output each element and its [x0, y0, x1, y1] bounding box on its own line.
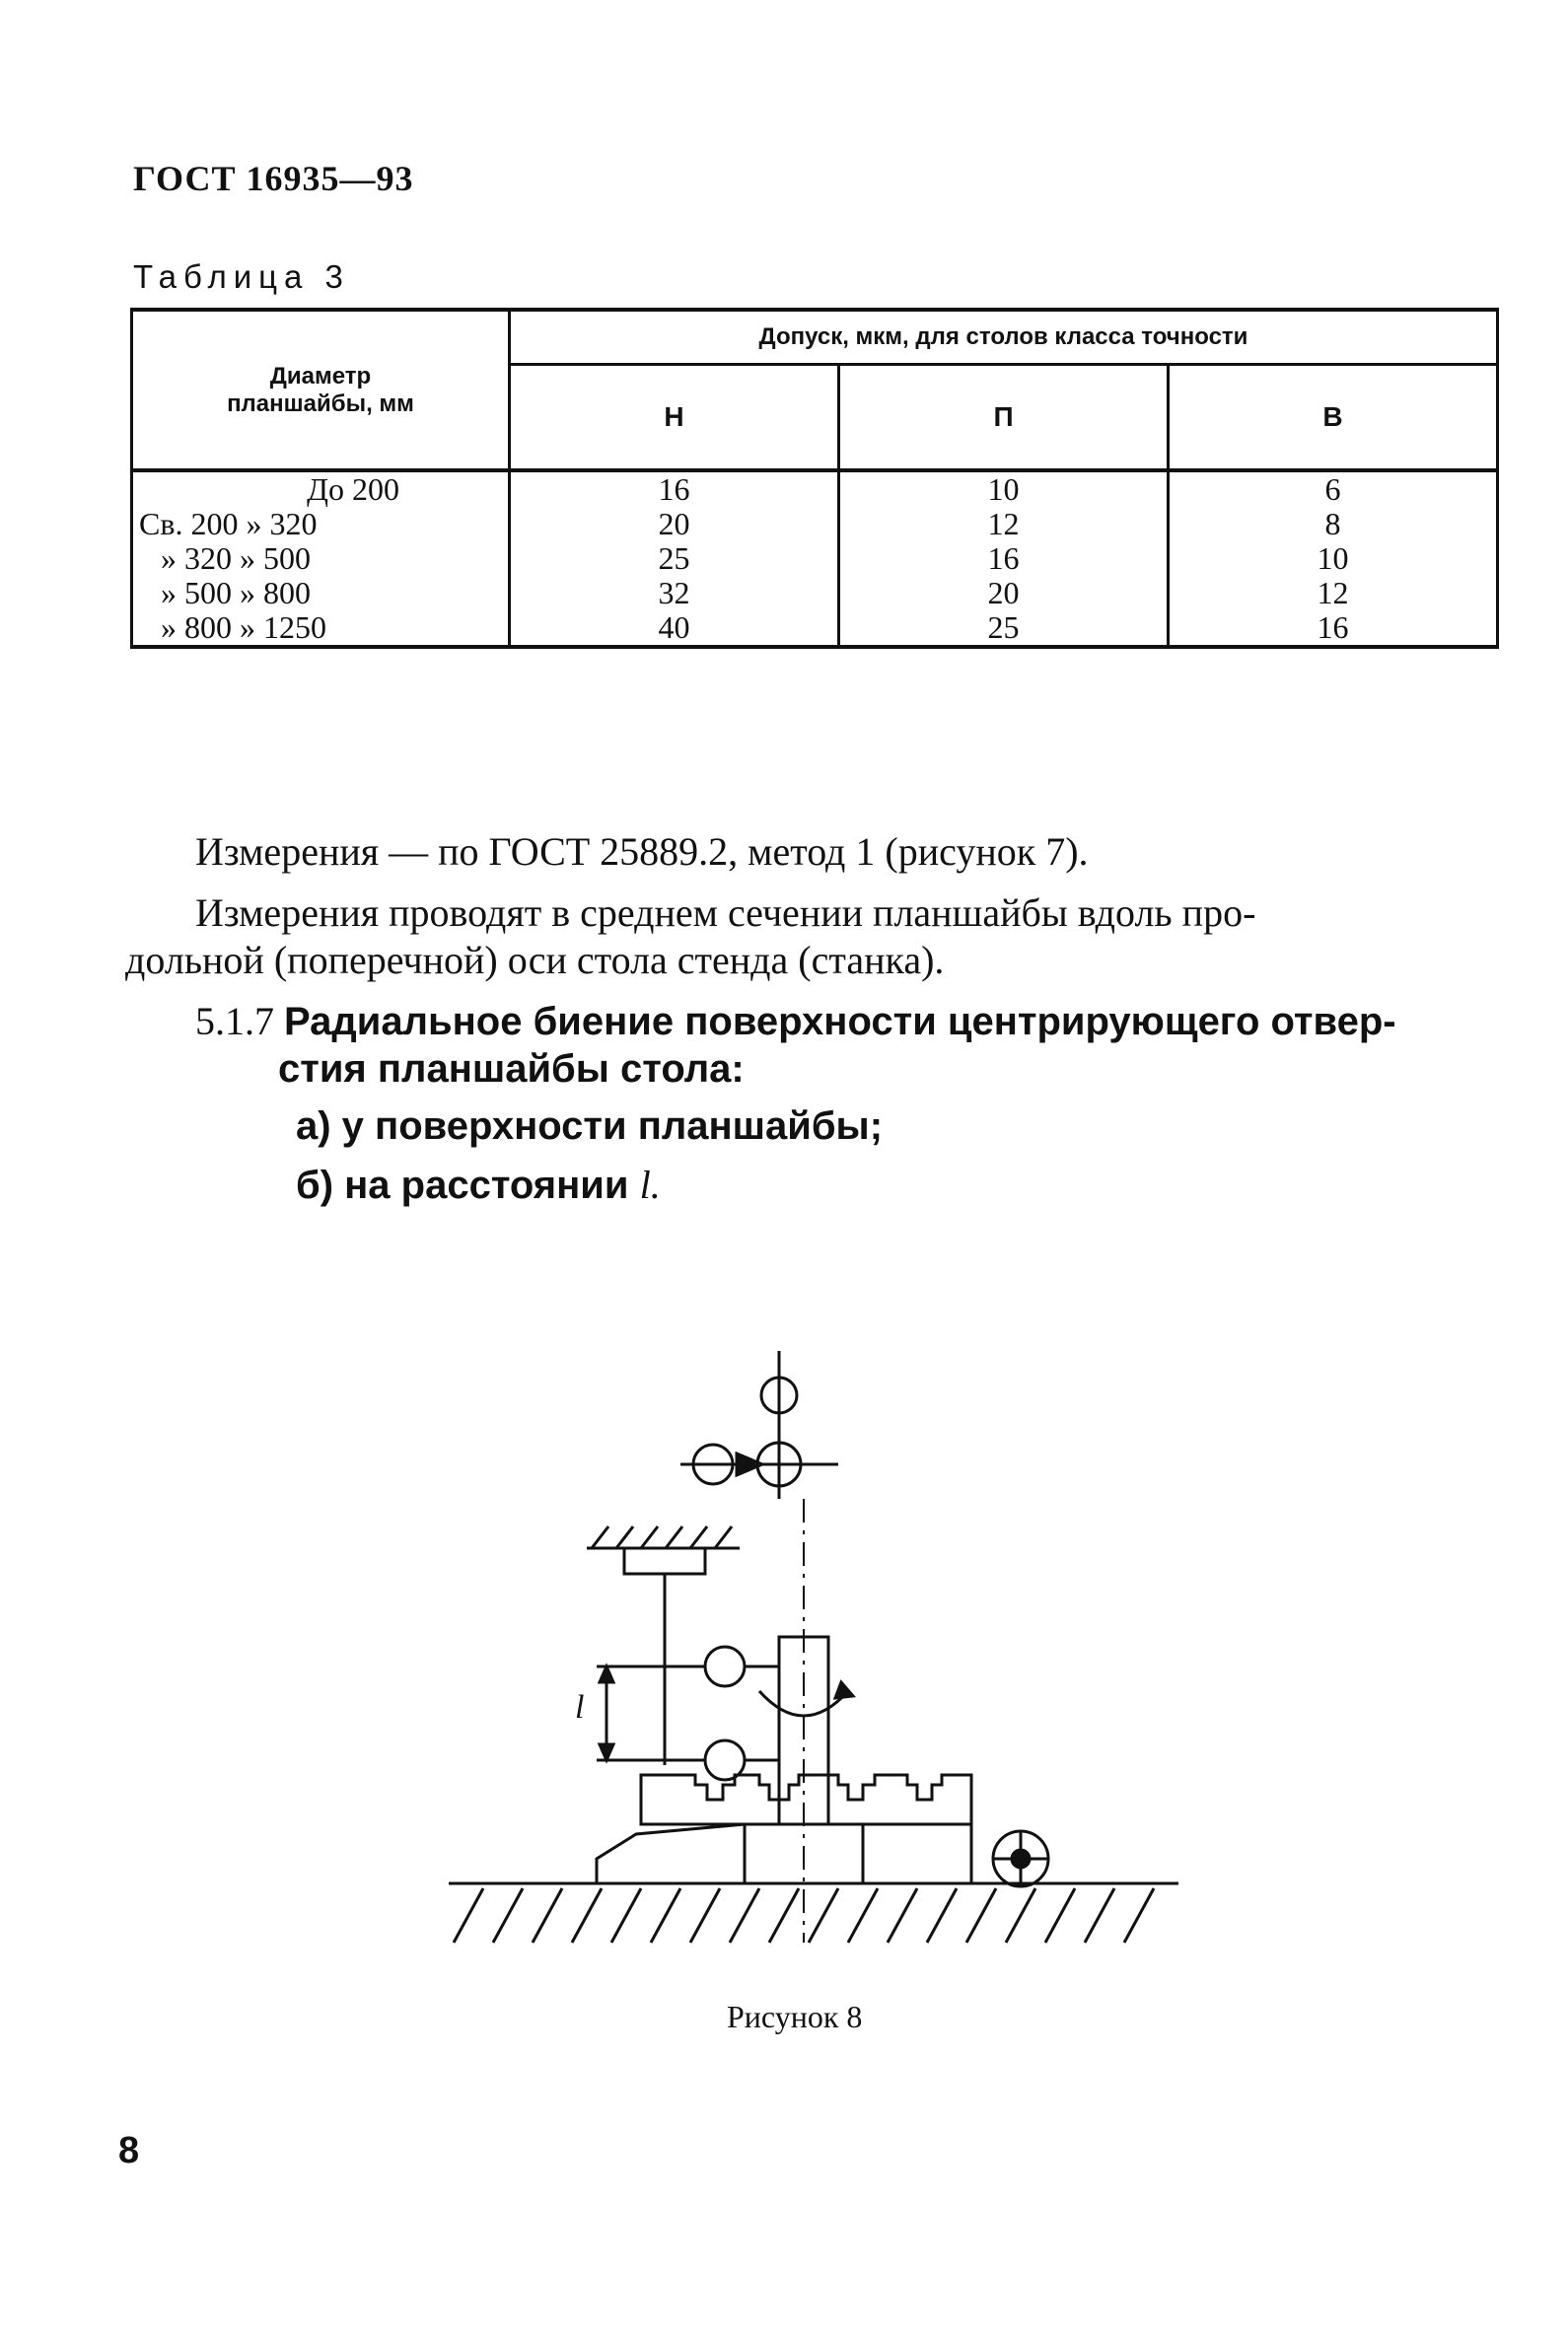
class-header-v: В [1169, 365, 1498, 471]
dim-arrow [600, 1744, 613, 1760]
paragraph-measurement-line2: дольной (поперечной) оси стола стенда (станка). [125, 938, 945, 982]
rotation-arrow-head [835, 1682, 853, 1698]
diameter-column-header: Диаметр планшайбы, мм [132, 310, 510, 470]
figure-8-diagram [449, 1351, 1178, 1962]
paragraph-measurement-line1: Измерения проводят в среднем сечении планшайбы вдоль про- [195, 890, 1256, 935]
class-n-column [510, 472, 839, 647]
paragraph-measurement-ref: Измерения — по ГОСТ 25889.2, метод 1 (рисунок 7). [195, 829, 1089, 874]
table-cell: 6 [1324, 471, 1341, 507]
sub-item-b: б) на расстоянии l. [296, 1163, 661, 1207]
class-v-column [1169, 472, 1498, 647]
table-cell: Св. 200 » 320 [139, 506, 318, 541]
class-header-p: П [839, 365, 1169, 471]
base-wedge [597, 1824, 745, 1883]
table-cell: 32 [658, 575, 690, 610]
figure-caption: Рисунок 8 [727, 1999, 863, 2034]
table-cell: 10 [1317, 540, 1349, 576]
table-caption: Таблица 3 [133, 258, 350, 295]
sub-item-a: а) у поверхности планшайбы; [296, 1104, 884, 1148]
table-cell: 25 [658, 540, 690, 576]
class-header-n: Н [510, 365, 839, 471]
table-cell: » 800 » 1250 [161, 609, 326, 645]
table-cell: 40 [658, 609, 690, 645]
table-cell: 12 [987, 506, 1020, 541]
table-cell: До 200 [307, 471, 399, 507]
clause-title-line1: Радиальное биение поверхности центрирующего отвер- [284, 1000, 1396, 1043]
clause-title-line2: стия планшайбы стола: [278, 1047, 745, 1091]
class-p-column [839, 472, 1169, 647]
table-cell: » 500 » 800 [161, 575, 311, 610]
table-cell: 10 [987, 471, 1020, 507]
clause-5-1-7 [195, 996, 1396, 1047]
hatch-marks [592, 1526, 732, 1548]
tolerance-table [130, 308, 1499, 649]
clause-number: 5.1.7 [195, 999, 274, 1043]
diameter-column [132, 472, 510, 647]
table-cell: 20 [987, 575, 1020, 610]
variable-l: l. [639, 1163, 661, 1207]
table-cell: 20 [658, 506, 690, 541]
table-cell: » 320 » 500 [161, 540, 311, 576]
support-block [624, 1548, 705, 1574]
table-t-slots [641, 1775, 971, 1824]
tolerance-group-header: Допуск, мкм, для столов класса точности [510, 310, 1498, 365]
table-cell: 16 [987, 540, 1020, 576]
dim-arrow [600, 1666, 613, 1682]
page-number: 8 [118, 2130, 140, 2171]
table-cell: 8 [1324, 506, 1341, 541]
table-cell: 16 [1317, 609, 1349, 645]
dimension-label-l: l [575, 1689, 585, 1726]
table-cell: 12 [1317, 575, 1349, 610]
document-header: ГОСТ 16935—93 [133, 159, 414, 198]
dial-indicator-upper [705, 1647, 745, 1686]
table-cell: 16 [658, 471, 690, 507]
table-cell: 25 [987, 609, 1020, 645]
table-base [745, 1824, 971, 1883]
